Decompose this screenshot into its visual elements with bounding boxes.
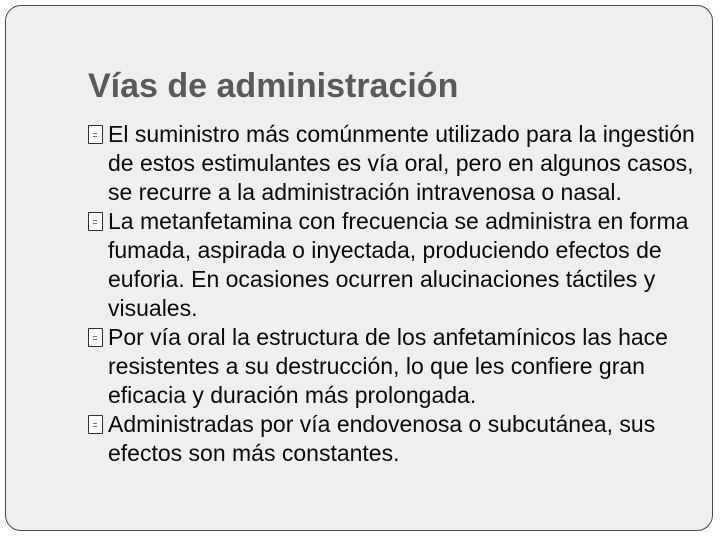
slide-title: Vías de administración [88,67,459,105]
bullet-item [88,120,698,207]
bullet-text: Por vía oral la estructura de los anfetamínicos las hace resistentes a su destrucción, lo que les confiere gran eficacia y duración más prolongada. [108,324,668,408]
missing-glyph-box-icon [88,212,103,231]
missing-glyph-box-icon [88,415,103,434]
missing-glyph-box-icon [88,125,103,144]
bullet-item [88,323,698,410]
bullet-text: La metanfetamina con frecuencia se administra en forma fumada, aspirada o inyectada, produciendo efectos de euforia. En ocasiones ocurren alucinaciones táctiles y visuales. [108,208,689,321]
bullet-list [88,120,698,468]
bullet-item [88,410,698,468]
bullet-text: Administradas por vía endovenosa o subcutánea, sus efectos son más constantes. [108,411,656,466]
bullet-item [88,207,698,323]
missing-glyph-box-icon [88,328,103,347]
bullet-text: El suministro más comúnmente utilizado para la ingestión de estos estimulantes es vía oral, pero en algunos casos, se recurre a la administración intravenosa o nasal. [108,121,695,205]
slide-frame [5,5,713,531]
